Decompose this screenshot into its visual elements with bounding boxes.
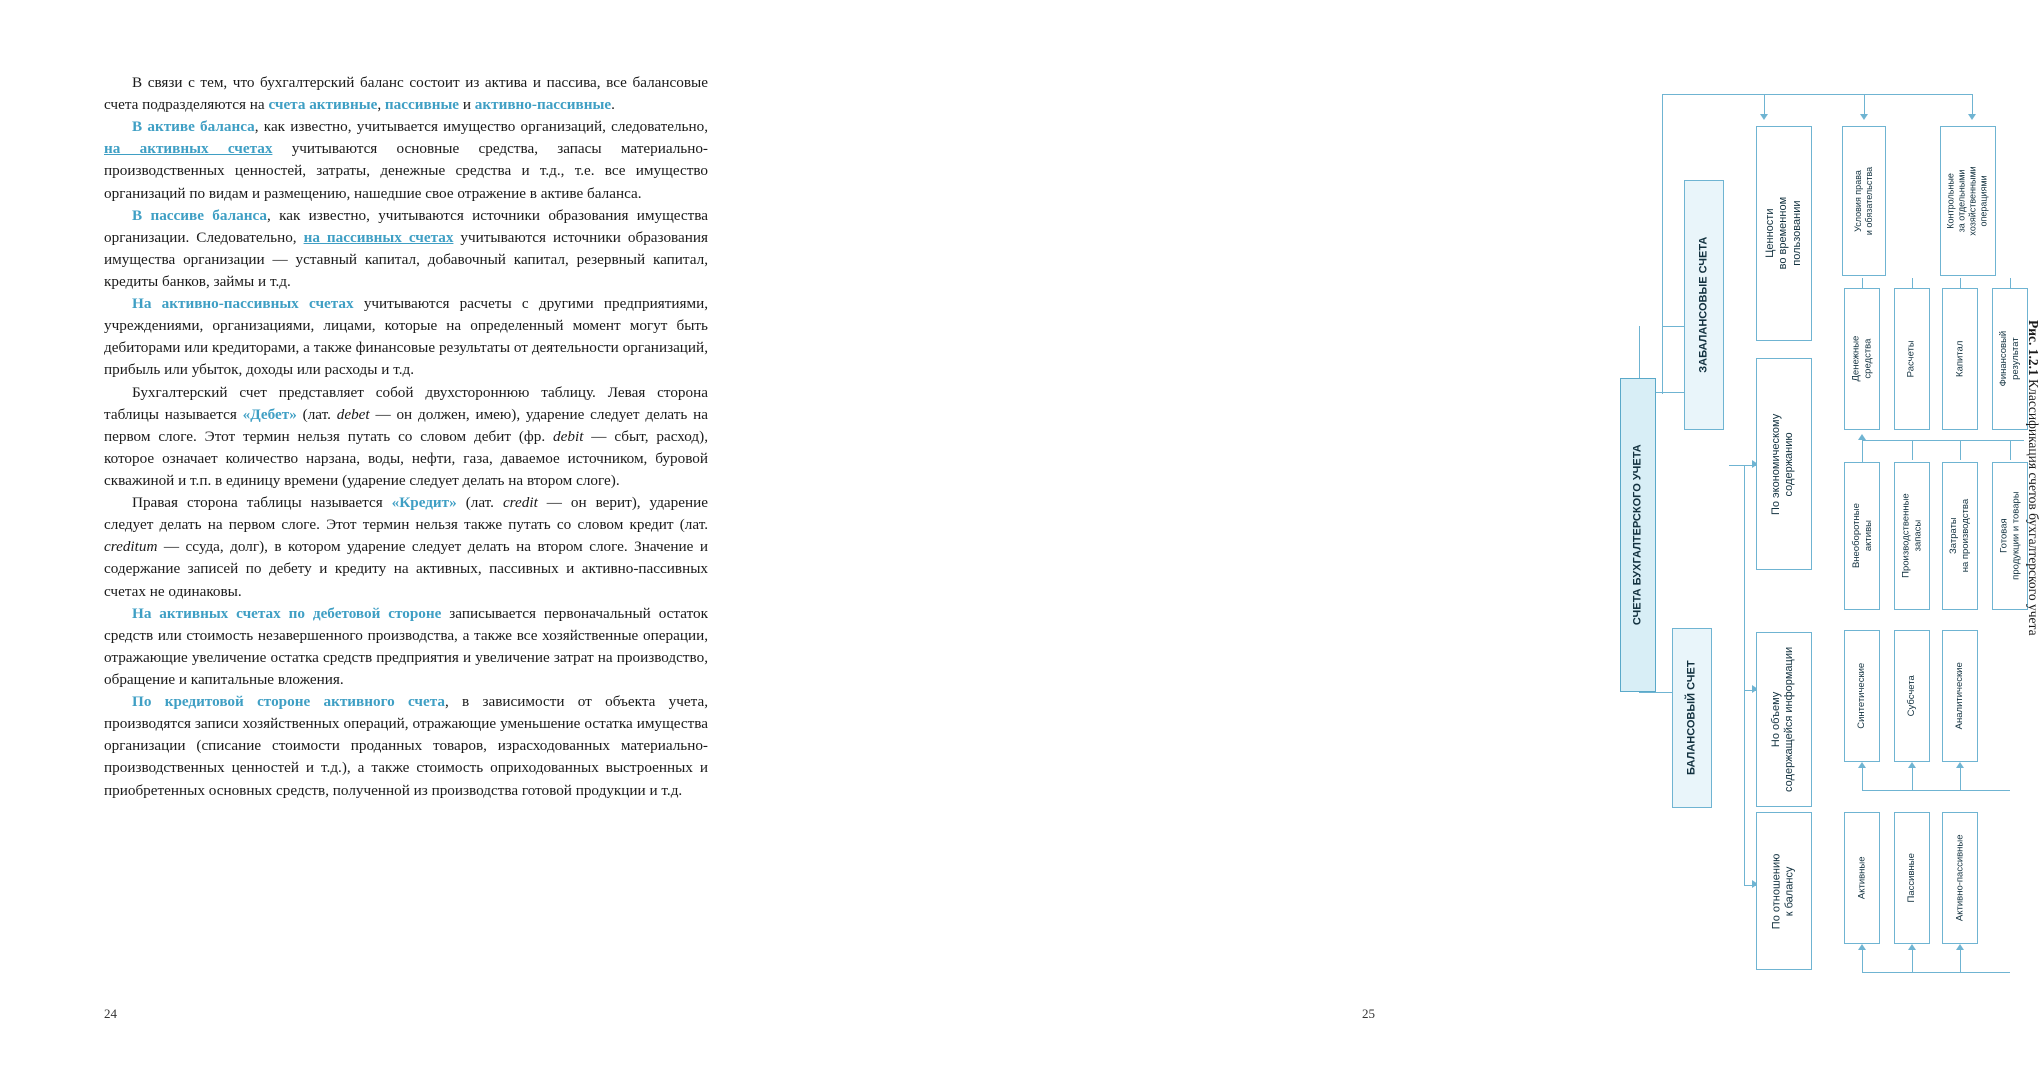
term-in-asset-of-balance: В активе баланса: [132, 118, 255, 136]
diagram-node-synthetic: Синтетические: [1844, 630, 1880, 762]
diagram-node-passive: Пассивные: [1894, 812, 1930, 944]
term-on-passive-accounts: на пассивных счетах: [303, 228, 454, 246]
term-active-accounts: счета активные: [268, 96, 378, 114]
connector-line: [1862, 768, 1863, 790]
connector-line: [1960, 950, 1961, 972]
arrow-icon: [1956, 944, 1964, 950]
connector-line: [1764, 94, 1765, 116]
term-active-passive: активно-пассивные: [474, 96, 612, 114]
connector-line: [1764, 94, 1972, 95]
connector-line: [1862, 950, 1863, 972]
diagram-node-by-relation-to-balance: По отношению к балансу: [1756, 812, 1812, 970]
term-credit: «Кредит»: [391, 494, 457, 512]
left-page: [0, 0, 744, 1080]
connector-line: [1862, 440, 2024, 441]
diagram-node-cash-funds: Денежные средства: [1844, 288, 1880, 430]
paragraph-1: В связи с тем, что бухгалтерский баланс состоит из актива и пассива, все балансовые счета подразделяются на счета активные, пассивные и активно-пассивные.: [104, 74, 708, 114]
paragraph-7: На активных счетах по дебетовой стороне записывается первоначальный остаток средств или стоимость незавершенного производства, а также все хозяйственные операции, отражающие увеличение остатка средств предприятия и увеличение затрат на производство, обращение и капитальные вложения.: [104, 604, 708, 688]
connector-line: [1912, 768, 1913, 790]
diagram-node-values-in-temporary-use: Ценности во временном пользовании: [1756, 126, 1812, 341]
connector-line: [1960, 440, 1961, 460]
connector-line: [1662, 94, 1663, 394]
arrow-icon: [1858, 944, 1866, 950]
arrow-icon: [1858, 762, 1866, 768]
diagram-node-control-over-separate-operations: Контрольные за отдельными хозяйственными операциями: [1940, 126, 1996, 276]
paragraph-4: На активно-пассивных счетах учитываются расчеты с другими предприятиями, учреждениями, организациями, лицами, которые на определенный момент могут быть дебиторами или кредиторами, а также финансовые результаты от деятельности организаций, прибыль или убыток, доходы или расходы и т.д.: [104, 295, 709, 379]
connector-line: [1862, 790, 2010, 791]
diagram-node-finished-goods: Готовая продукции и товары: [1992, 462, 2028, 610]
connector-line: [1864, 94, 1865, 116]
connector-line: [1912, 950, 1913, 972]
diagram-node-production-stocks: Производственные запасы: [1894, 462, 1930, 610]
connector-line: [1912, 440, 1913, 460]
page-number-left: 24: [104, 1006, 117, 1021]
diagram-node-active-passive: Активно-пассивные: [1942, 812, 1978, 944]
paragraph-5: Бухгалтерский счет представляет собой двухстороннюю таблицу. Левая сторона таблицы называется «Дебет» (лат. debet — он должен, имею), ударение следует делать на первом слоге. Этот термин нельзя путать со словом дебит (фр. debit — сбыт, расход), которое означает количество нарзана, воды, нефти, газа, даваемое источником, буровой скважиной и т.п. в единицу времени (ударение следует делать на втором слоге).: [104, 383, 709, 489]
term-on-active-passive-accounts: На активно-пассивных счетах: [132, 295, 354, 313]
connector-line: [1639, 692, 1675, 693]
body-text-column: [104, 72, 708, 802]
diagram-node-offbalance-accounts: ЗАБАЛАНСОВЫЕ СЧЕТА: [1684, 180, 1724, 430]
paragraph-2: В активе баланса, как известно, учитывается имущество организаций, следовательно, на активных счетах учитываются основные средства, запасы материально-производственных ценностей, затраты, денежные средства и т.д., т.е. все имущество организаций по видам и размещению, нашедшие свое отражение в активе баланса.: [104, 118, 708, 202]
connector-line: [1744, 465, 1745, 885]
diagram-node-active: Активные: [1844, 812, 1880, 944]
connector-line: [1862, 972, 2010, 973]
connector-line: [1862, 440, 1863, 464]
term-credit-side-active-account: По кредитовой стороне активного счета: [132, 693, 445, 711]
diagram-node-financial-result: Финансовый результат: [1992, 288, 2028, 430]
arrow-icon: [1760, 114, 1768, 120]
connector-line: [1960, 768, 1961, 790]
arrow-icon: [1908, 944, 1916, 950]
figure-caption: [2025, 320, 2041, 740]
figure-caption-number: Рис. 1.2.1: [2026, 320, 2041, 376]
latin-debet: debet: [336, 405, 370, 423]
right-page: [744, 0, 2041, 1080]
arrow-icon: [1968, 114, 1976, 120]
french-debit: debit: [553, 427, 584, 445]
page-number-right: 25: [1362, 1006, 1375, 1021]
latin-creditum: creditum: [104, 538, 158, 556]
paragraph-3: В пассиве баланса, как известно, учитываются источники образования имущества организации. Следовательно, на пассивных счетах учитываются источники образования имущества организации — уставный капитал, добавочный капитал, резервный капитал, кредиты банков, займы и т.д.: [104, 206, 708, 290]
diagram-node-balance-account: БАЛАНСОВЫЙ СЧЕТ: [1672, 628, 1712, 808]
arrow-icon: [1858, 434, 1866, 440]
connector-line: [2010, 440, 2011, 460]
diagram-node-by-economic-content: По экономическому содержанию: [1756, 358, 1812, 570]
diagram-node-by-information-volume: Но объему содержащейся информации: [1756, 632, 1812, 807]
arrow-icon: [1860, 114, 1868, 120]
diagram-node-non-current-assets: Внеоборотные активы: [1844, 462, 1880, 610]
diagram-node-production-costs: Затраты на производства: [1942, 462, 1978, 610]
term-debit: «Дебет»: [242, 405, 297, 423]
diagram-node-subaccounts: Субсчета: [1894, 630, 1930, 762]
arrow-icon: [1956, 762, 1964, 768]
diagram-node-conditions-rights-obligations: Условия права и обязательства: [1842, 126, 1886, 276]
connector-line: [1972, 94, 1973, 116]
paragraph-6: Правая сторона таблицы называется «Кредит» (лат. credit — он верит), ударение следует делать на первом слоге. Этот термин нельзя также путать со словом кредит (лат. creditum — ссуда, долг), в котором ударение следует делать на втором слоге. Значение и содержание записей по дебету и кредиту на активных, пассивных и активно-пассивных счетах не одинаковы.: [104, 494, 708, 600]
connector-line: [1662, 94, 1764, 95]
connector-line: [1729, 465, 1744, 466]
diagram-node-root: СЧЕТА БУХГАЛТЕРСКОГО УЧЕТА: [1620, 378, 1656, 692]
term-on-active-accounts: на активных счетах: [104, 140, 273, 158]
diagram-node-capital: Капитал: [1942, 288, 1978, 430]
paragraph-8: По кредитовой стороне активного счета, в зависимости от объекта учета, производятся записи хозяйственных операций, отражающие уменьшение остатка имущества организации (списание стоимости проданных товаров, израсходованных материально-производственных ценностей и т.д.), а также стоимость оприходованных выстроенных и приобретенных основных средств, полученной из производства готовой продукции и т.д.: [104, 693, 708, 799]
diagram-node-analytic: Аналитические: [1942, 630, 1978, 762]
latin-credit: credit: [502, 494, 538, 512]
term-in-liability-of-balance: В пассиве баланса: [132, 206, 267, 224]
diagram-node-settlements: Расчеты: [1894, 288, 1930, 430]
term-active-debit-side: На активных счетах по дебетовой стороне: [132, 604, 442, 622]
arrow-icon: [1908, 762, 1916, 768]
figure-caption-text: Классификация счетов бухгалтерского учета: [2026, 379, 2041, 636]
term-passive: пассивные: [384, 96, 460, 114]
